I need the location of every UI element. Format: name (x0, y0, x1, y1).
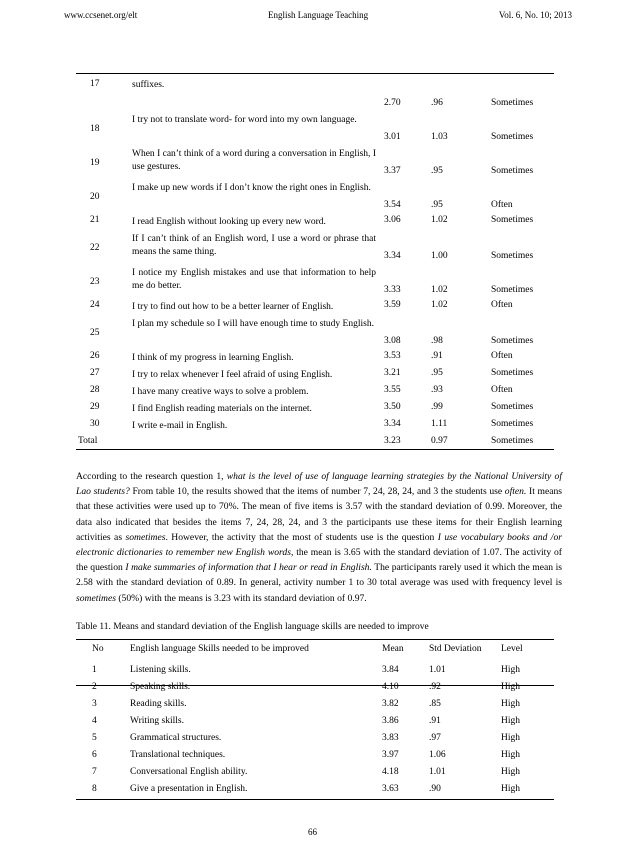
table10-item-number: 19 (90, 158, 100, 168)
table11-number: 5 (92, 733, 97, 743)
table10-item-number: 20 (90, 192, 100, 202)
table11-std-deviation: .91 (429, 716, 441, 726)
table11-mean: 3.63 (382, 784, 399, 794)
table11-row (76, 765, 554, 782)
table11-skill: Listening skills. (130, 665, 191, 675)
table10-level: Sometimes (491, 251, 534, 261)
table11-std-deviation: 1.06 (429, 750, 446, 760)
table10-item-number: 27 (90, 368, 100, 378)
table11-skill: Give a presentation in English. (130, 784, 248, 794)
table11-skill: Speaking skills. (130, 682, 191, 692)
table10-std-deviation: .96 (431, 98, 443, 108)
paragraph-italic-run: I make summaries of information that I hear or read in English. (125, 562, 372, 574)
table11-number: 4 (92, 716, 97, 726)
header-std-deviation: Std Deviation (429, 644, 482, 654)
table10-std-deviation: 1.00 (431, 251, 448, 261)
table10-level: Sometimes (491, 215, 534, 225)
table11-level: High (501, 750, 520, 760)
table10-std-deviation: .95 (431, 368, 443, 378)
table11-caption: Table 11. Means and standard deviation of the English language skills are needed to improve (76, 622, 429, 632)
paragraph-italic-run: sometimes (125, 531, 166, 543)
table11-level: High (501, 682, 520, 692)
table11-std-deviation: .90 (429, 784, 441, 794)
table10-statement: I try to relax whenever I feel afraid of using English. (132, 370, 333, 380)
header-journal-title: English Language Teaching (268, 10, 369, 20)
table10-item-number: 25 (90, 328, 100, 338)
table10-mean: 3.21 (384, 368, 401, 378)
paragraph-text-run: (50%) with the means is 3.23 with its standard deviation of 0.97. (115, 592, 367, 604)
table10-std-deviation: .98 (431, 336, 443, 346)
table10-mean: 3.55 (384, 385, 401, 395)
table10-std-deviation: .93 (431, 385, 443, 395)
table10-row (78, 351, 554, 368)
table11-skill: Translational techniques. (130, 750, 226, 760)
table10-total-row (78, 436, 554, 453)
table11-std-deviation: .92 (429, 682, 441, 692)
table10-row (78, 113, 554, 147)
header-journal-url: www.ccsenet.org/elt (64, 10, 138, 20)
table10-row (78, 232, 554, 266)
table10-item-number: 28 (90, 385, 100, 395)
table10-level: Often (491, 385, 513, 395)
table11-mean: 3.82 (382, 699, 399, 709)
table11-header-row (76, 641, 554, 663)
table10-statement: I try to find out how to be a better learner of English. (132, 302, 334, 312)
table10-mean: 3.08 (384, 336, 401, 346)
table10-statement: I think of my progress in learning English. (132, 353, 294, 363)
table10-item-number: 21 (90, 215, 100, 225)
table10-level: Sometimes (491, 419, 534, 429)
paragraph-italic-run: I use vocabulary books and /or electronic dictionaries to remember new English words (76, 531, 562, 559)
paragraph-text-run: , the mean is 3.65 with the standard deviation of 1.07. The activity of the question (76, 547, 562, 574)
table10-mean: 3.37 (384, 166, 401, 176)
table10-row (78, 317, 554, 351)
table11-level: High (501, 665, 520, 675)
table11-mean: 3.83 (382, 733, 399, 743)
table10-level: Sometimes (491, 336, 534, 346)
table10-statement: If I can’t think of an English word, I use a word or phrase that means the same thing. (132, 234, 376, 257)
table10-row (78, 402, 554, 419)
table10-item-number: 26 (90, 351, 100, 361)
table10-statement: I try not to translate word- for word into my own language. (132, 115, 357, 125)
table11-number: 1 (92, 665, 97, 675)
table10-row (78, 300, 554, 317)
table10-std-deviation: .91 (431, 351, 443, 361)
table10-item-number: 18 (90, 124, 100, 134)
table10-row (78, 385, 554, 402)
table10-total-mean: 3.23 (384, 436, 401, 446)
table10-top-rule (76, 73, 554, 74)
table11-std-deviation: .97 (429, 733, 441, 743)
table10-item-number: 17 (90, 79, 100, 89)
paragraph-text-run: The participants rarely used it which the mean is 2.58 with the standard deviation of 0.89. In general, activity number 1 to 30 total average was used with frequency level is (76, 562, 562, 589)
table11-row (76, 731, 554, 748)
paragraph-italic-run: sometimes (76, 592, 116, 604)
table10-level: Sometimes (491, 285, 534, 295)
table10-std-deviation: .99 (431, 402, 443, 412)
table10-level: Often (491, 200, 513, 210)
table10-mean: 3.06 (384, 215, 401, 225)
header-no: No (92, 644, 104, 654)
table11-row (76, 680, 554, 697)
paragraph-text-run: From table 10, the results showed that the items of number 7, 24, 28, 24, and 3 the students use (129, 486, 505, 498)
table10-std-deviation: .95 (431, 166, 443, 176)
table10-row (78, 181, 554, 215)
table11-row (76, 697, 554, 714)
table10-statement: I plan my schedule so I will have enough time to study English. (132, 319, 374, 329)
table10-row (78, 79, 554, 113)
table10-mean: 2.70 (384, 98, 401, 108)
table10-level: Sometimes (491, 98, 534, 108)
table11-level: High (501, 733, 520, 743)
table10-statement: I write e-mail in English. (132, 421, 228, 431)
table10-mean: 3.34 (384, 419, 401, 429)
table10-level: Often (491, 351, 513, 361)
table10-statement: suffixes. (132, 80, 165, 90)
table11-skill: Writing skills. (130, 716, 184, 726)
table10-std-deviation: 1.11 (431, 419, 448, 429)
table10-item-number: 23 (90, 277, 100, 287)
table11-std-deviation: .85 (429, 699, 441, 709)
paragraph-text-run: According to the research question 1, (76, 471, 227, 482)
table11-mean: 4.18 (382, 767, 399, 777)
table10-mean: 3.34 (384, 251, 401, 261)
paragraph-italic-run: what is the level of use of language learning strategies by the National University of Lao students? (76, 471, 562, 498)
table10-level: Often (491, 300, 513, 310)
table11-number: 6 (92, 750, 97, 760)
table-10 (78, 79, 554, 453)
table11-top-rule (76, 639, 554, 640)
table10-level: Sometimes (491, 402, 534, 412)
header-mean: Mean (382, 644, 404, 654)
table10-row (78, 368, 554, 385)
table11-skill: Grammatical structures. (130, 733, 222, 743)
paragraph-text-run: It means that these activities were used up to 70%. The mean of five items is 3.57 with the standard deviation of 0.99. Moreover, the data also indicated that besides the items 7, 24, 28, 24, and 3 the participants use these items for their English learning activities as (76, 486, 563, 543)
table11-level: High (501, 784, 520, 794)
table11-row (76, 748, 554, 765)
header-level: Level (501, 644, 523, 654)
table10-std-deviation: 1.03 (431, 132, 448, 142)
table10-std-deviation: 1.02 (431, 215, 448, 225)
table10-mean: 3.01 (384, 132, 401, 142)
table10-statement: I find English reading materials on the internet. (132, 404, 312, 414)
table10-item-number: 22 (90, 243, 100, 253)
table11-row (76, 663, 554, 680)
paragraph-text-run: . However, the activity that the most of students use is the question (165, 531, 438, 543)
table11-std-deviation: 1.01 (429, 665, 446, 675)
table11-row (76, 714, 554, 731)
table10-item-number: 24 (90, 300, 100, 310)
table10-level: Sometimes (491, 368, 534, 378)
table10-mean: 3.54 (384, 200, 401, 210)
table10-bottom-rule (76, 449, 554, 450)
table10-row (78, 419, 554, 436)
table10-mean: 3.53 (384, 351, 401, 361)
table10-statement: When I can’t think of a word during a conversation in English, I use gestures. (132, 149, 376, 172)
paragraph-italic-run: often. (504, 486, 527, 498)
table11-row (76, 782, 554, 799)
table10-item-number: 30 (90, 419, 100, 429)
table10-total-std-deviation: 0.97 (431, 436, 448, 446)
table10-level: Sometimes (491, 166, 534, 176)
table10-total-label: Total (78, 436, 98, 446)
table11-mean: 4.10 (382, 682, 399, 692)
table10-row (78, 266, 554, 300)
table10-mean: 3.33 (384, 285, 401, 295)
table11-number: 3 (92, 699, 97, 709)
table11-mean: 3.84 (382, 665, 399, 675)
table11-level: High (501, 716, 520, 726)
table11-number: 7 (92, 767, 97, 777)
table11-number: 2 (92, 682, 97, 692)
table10-row (78, 215, 554, 232)
table10-level: Sometimes (491, 132, 534, 142)
header-skill: English language Skills needed to be improved (130, 644, 309, 654)
table11-bottom-rule (76, 799, 554, 800)
table11-std-deviation: 1.01 (429, 767, 446, 777)
table11-number: 8 (92, 784, 97, 794)
table10-item-number: 29 (90, 402, 100, 412)
table11-level: High (501, 767, 520, 777)
table10-statement: I notice my English mistakes and use that information to help me do better. (132, 268, 376, 291)
table10-std-deviation: 1.02 (431, 300, 448, 310)
table-11 (76, 641, 554, 799)
table10-std-deviation: .95 (431, 200, 443, 210)
table11-skill: Reading skills. (130, 699, 187, 709)
header-volume: Vol. 6, No. 10; 2013 (498, 10, 572, 20)
table10-statement: I read English without looking up every new word. (132, 217, 326, 227)
table10-statement: I have many creative ways to solve a problem. (132, 387, 309, 397)
table11-mean: 3.97 (382, 750, 399, 760)
table10-std-deviation: 1.02 (431, 285, 448, 295)
table11-level: High (501, 699, 520, 709)
table10-statement: I make up new words if I don’t know the right ones in English. (132, 183, 371, 193)
body-paragraph (76, 469, 562, 606)
table10-total-level: Sometimes (491, 436, 534, 446)
table11-skill: Conversational English ability. (130, 767, 248, 777)
table11-mean: 3.86 (382, 716, 399, 726)
table10-row (78, 147, 554, 181)
table10-mean: 3.59 (384, 300, 401, 310)
page-number: 66 (308, 827, 317, 837)
table10-mean: 3.50 (384, 402, 401, 412)
